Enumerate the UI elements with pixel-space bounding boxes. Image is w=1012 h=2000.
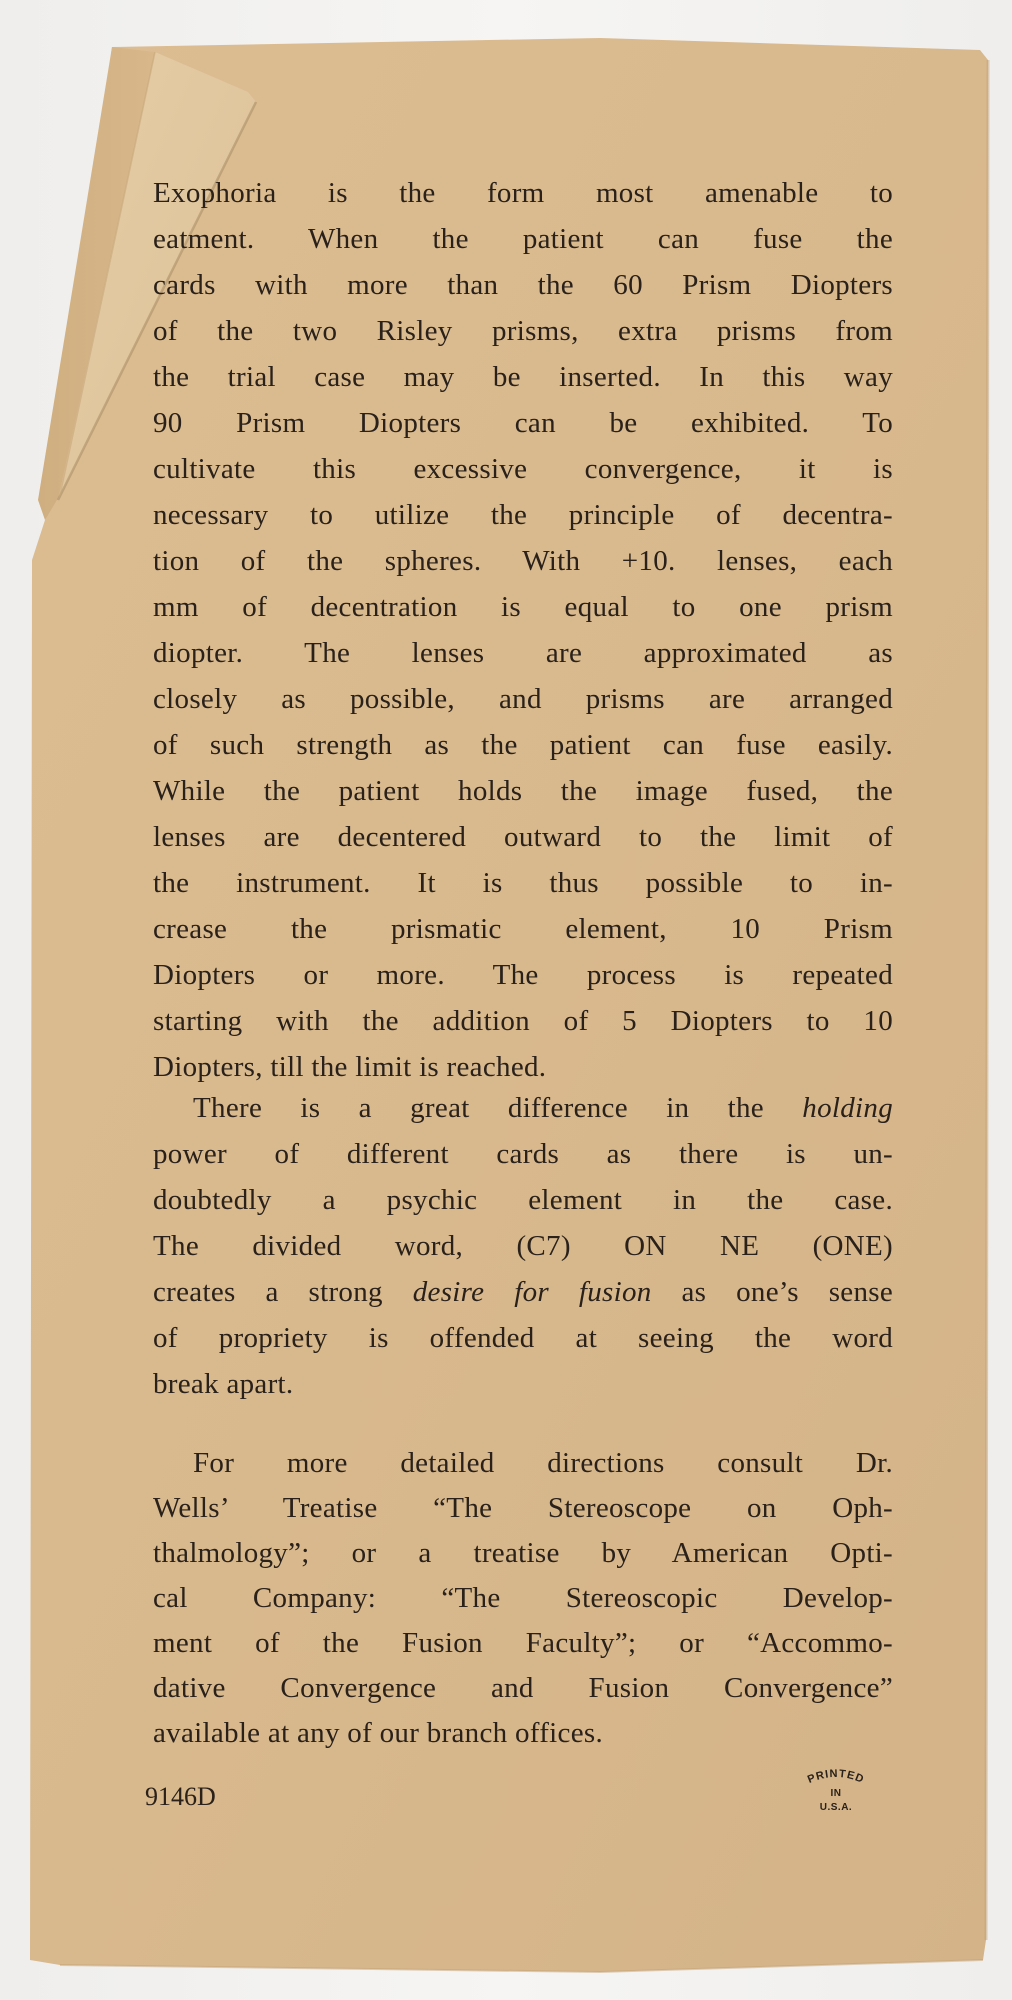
text-line: dative Convergence and Fusion Convergence” — [153, 1672, 893, 1704]
text-line: doubtedly a psychic element in the case. — [153, 1184, 893, 1216]
text-line: the trial case may be inserted. In this way — [153, 361, 893, 393]
text-line: ment of the Fusion Faculty”; or “Accommo- — [153, 1627, 893, 1659]
text-run: creates a strong — [153, 1276, 413, 1308]
form-number: 9146D — [145, 1782, 216, 1811]
text-line: diopter. The lenses are approximated as — [153, 637, 893, 669]
emphasis-holding: holding — [802, 1092, 893, 1124]
text-line: closely as possible, and prisms are arranged — [153, 683, 893, 715]
svg-text:PRINTED — [806, 1768, 866, 1786]
printed-in-usa-stamp — [800, 1766, 872, 1818]
text-line: Diopters, till the limit is reached. — [153, 1051, 547, 1083]
text-line: crease the prismatic element, 10 Prism — [153, 913, 893, 945]
text-line: break apart. — [153, 1368, 294, 1400]
text-line: Diopters or more. The process is repeated — [153, 959, 893, 991]
text-line: cards with more than the 60 Prism Diopters — [153, 269, 893, 301]
paragraph-exophoria — [153, 170, 893, 1090]
text-line: Wells’ Treatise “The Stereoscope on Oph- — [153, 1492, 893, 1524]
text-line: tion of the spheres. With +10. lenses, each — [153, 545, 893, 577]
text-line: While the patient holds the image fused, the — [153, 775, 893, 807]
text-line: of propriety is offended at seeing the word — [153, 1322, 893, 1354]
stamp-line-printed: PRINTED — [805, 1767, 867, 1786]
text-line: lenses are decentered outward to the limit of — [153, 821, 893, 853]
text-line: For more detailed directions consult Dr. — [193, 1447, 893, 1479]
text-line: the instrument. It is thus possible to in- — [153, 867, 893, 899]
text-line: necessary to utilize the principle of decentra- — [153, 499, 893, 531]
text-line: of such strength as the patient can fuse easily. — [153, 729, 893, 761]
text-line: mm of decentration is equal to one prism — [153, 591, 893, 623]
text-line: eatment. When the patient can fuse the — [153, 223, 893, 255]
paragraph-further-directions — [153, 1441, 893, 1756]
stamp-line-in: IN — [830, 1788, 842, 1799]
text-line: Exophoria is the form most amenable to — [153, 177, 893, 209]
emphasis-desire-for-fusion: desire for fusion — [412, 1276, 652, 1308]
paragraph-holding-power — [153, 1085, 893, 1407]
stamp-line-usa: U.S.A. — [819, 1802, 853, 1813]
text-line — [153, 1085, 893, 1131]
text-line: cal Company: “The Stereoscopic Develop- — [153, 1582, 893, 1614]
text-line: starting with the addition of 5 Diopters to 10 — [153, 1005, 893, 1037]
text-line: The divided word, (C7) ON NE (ONE) — [153, 1230, 893, 1262]
text-line — [153, 1269, 893, 1315]
text-line: thalmology”; or a treatise by American Opti- — [153, 1537, 893, 1569]
text-line: available at any of our branch offices. — [153, 1717, 603, 1749]
text-run: There is a great difference in the — [193, 1092, 803, 1124]
text-run: as one’s sense — [651, 1276, 894, 1308]
text-line: of the two Risley prisms, extra prisms from — [153, 315, 893, 347]
text-line: 90 Prism Diopters can be exhibited. To — [153, 407, 893, 439]
text-line: cultivate this excessive convergence, it is — [153, 453, 893, 485]
stamp-arc — [800, 1766, 872, 1790]
text-line: power of different cards as there is un- — [153, 1138, 893, 1170]
